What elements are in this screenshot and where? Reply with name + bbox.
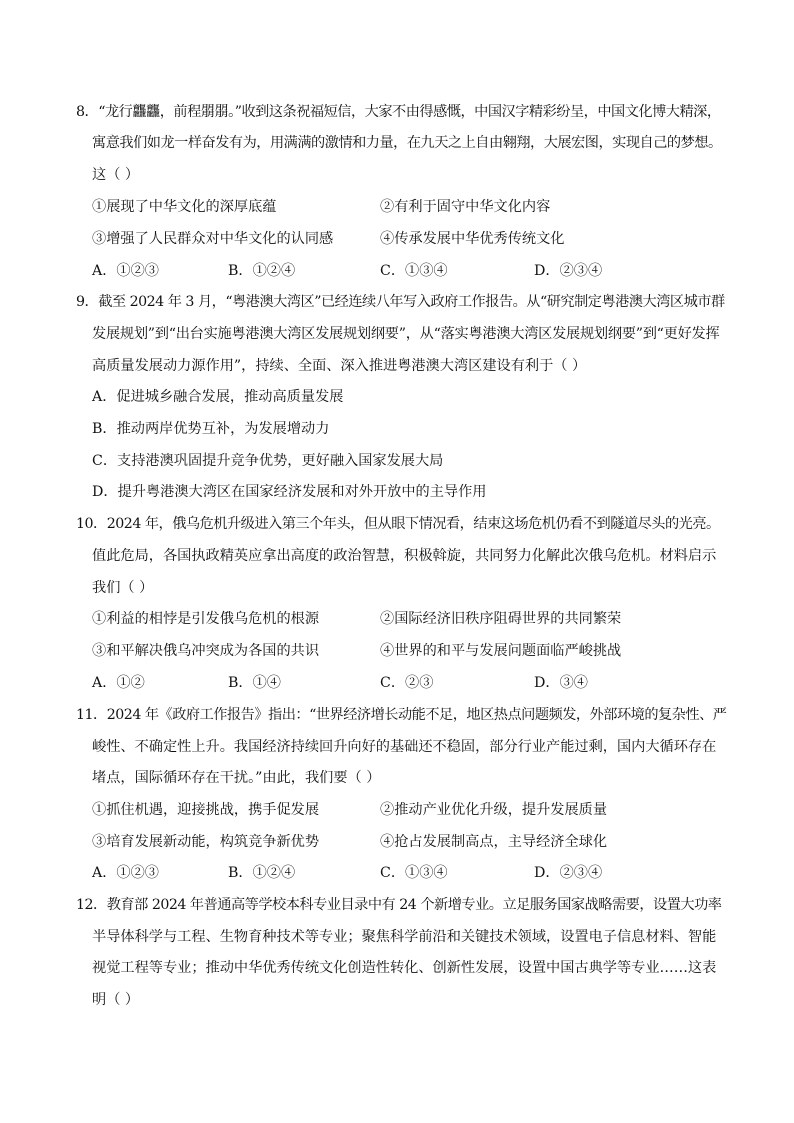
q8-answer-d: D．②③④: [534, 263, 603, 279]
q8-answer-b: B．①②④: [228, 263, 296, 279]
q10-stem-line-3: 我们（ ）: [92, 580, 154, 596]
q9-answer-a: A．促进城乡融合发展，推动高质量发展: [92, 389, 344, 405]
q10-choice-1: ①利益的相悖是引发俄乌危机的根源: [92, 611, 320, 627]
q10-choice-4: ④世界的和平与发展问题面临严峻挑战: [380, 643, 622, 659]
q8-answer-c: C．①③④: [380, 263, 448, 279]
q8-answer-a: A．①②③: [92, 263, 159, 279]
q11-answer-a: A．①②③: [92, 865, 159, 881]
q8-stem-line-1: 8．“龙行龘龘，前程朤朤。”收到这条祝福短信，大家不由得感慨，中国汉字精彩纷呈，中国文化博大精深，: [76, 104, 721, 120]
q10-answer-b: B．①④: [228, 675, 281, 691]
q10-answer-c: C．②③: [380, 675, 434, 691]
q9-stem-line-1: 9．截至 2024 年 3 月，“粤港澳大湾区”已经连续八年写入政府工作报告。从“研究制定粤港澳大湾区城市群: [76, 294, 725, 310]
q12-stem-line-3: 视觉工程等专业；推动中华优秀传统文化创造性转化、创新性发展，设置中国古典学等专业……这表: [92, 960, 717, 976]
q9-answer-c: C．支持港澳巩固提升竞争优势，更好融入国家发展大局: [92, 453, 444, 469]
q10-choice-2: ②国际经济旧秩序阻碍世界的共同繁荣: [380, 611, 622, 627]
q11-stem-line-3: 堵点，国际循环存在干扰。”由此，我们要（ ）: [92, 770, 381, 786]
q8-choice-2: ②有利于固守中华文化内容: [380, 199, 551, 215]
q12-stem-line-4: 明（ ）: [92, 992, 140, 1008]
q11-choice-3: ③培育发展新动能，构筑竞争新优势: [92, 834, 320, 850]
q8-choice-3: ③增强了人民群众对中华文化的认同感: [92, 231, 334, 247]
q12-stem-line-1: 12．教育部 2024 年普通高等学校本科专业目录中有 24 个新增专业。立足服务国家战略需要，设置大功率: [76, 897, 722, 913]
q10-answer-d: D．③④: [534, 675, 588, 691]
q11-choice-1: ①抓住机遇，迎接挑战，携手促发展: [92, 802, 320, 818]
q12-stem-line-2: 半导体科学与工程、生物育种技术等专业；聚焦科学前沿和关键技术领域，设置电子信息材料、智能: [92, 929, 717, 945]
q11-stem-line-1: 11．2024 年《政府工作报告》指出：“世界经济增长动能不足，地区热点问题频发，外部环境的复杂性、严: [76, 707, 727, 723]
q10-answer-a: A．①②: [92, 675, 145, 691]
q9-stem-line-2: 发展规划”到“出台实施粤港澳大湾区发展规划纲要”，从“落实粤港澳大湾区发展规划纲要”到“更好发挥: [92, 326, 720, 342]
q8-choice-1: ①展现了中华文化的深厚底蕴: [92, 199, 277, 215]
q9-answer-b: B．推动两岸优势互补，为发展增动力: [92, 421, 330, 437]
q10-choice-3: ③和平解决俄乌冲突成为各国的共识: [92, 643, 320, 659]
q9-stem-line-3: 高质量发展动力源作用”，持续、全面、深入推进粤港澳大湾区建设有利于（ ）: [92, 358, 587, 374]
q11-stem-line-2: 峻性、不确定性上升。我国经济持续回升向好的基础还不稳固，部分行业产能过剩，国内大循环存在: [92, 739, 717, 755]
q11-choice-2: ②推动产业优化升级，提升发展质量: [380, 802, 608, 818]
q11-answer-c: C．①③④: [380, 865, 448, 881]
q10-stem-line-1: 10．2024 年，俄乌危机升级进入第三个年头，但从眼下情况看，结束这场危机仍看不到隧道尽头的光亮。: [76, 516, 720, 532]
q10-stem-line-2: 值此危局，各国执政精英应拿出高度的政治智慧，积极斡旋，共同努力化解此次俄乌危机。材料启示: [92, 548, 717, 564]
q8-stem-line-2: 寓意我们如龙一样奋发有为，用满满的激情和力量，在九天之上自由翱翔，大展宏图，实现自己的梦想。: [92, 135, 722, 151]
q11-answer-d: D．②③④: [534, 865, 603, 881]
q11-answer-b: B．①②④: [228, 865, 296, 881]
q11-choice-4: ④抢占发展制高点，主导经济全球化: [380, 834, 608, 850]
q8-choice-4: ④传承发展中华优秀传统文化: [380, 231, 565, 247]
q9-answer-d: D．提升粤港澳大湾区在国家经济发展和对外开放中的主导作用: [92, 484, 487, 500]
q8-stem-line-3: 这（ ）: [92, 167, 140, 183]
